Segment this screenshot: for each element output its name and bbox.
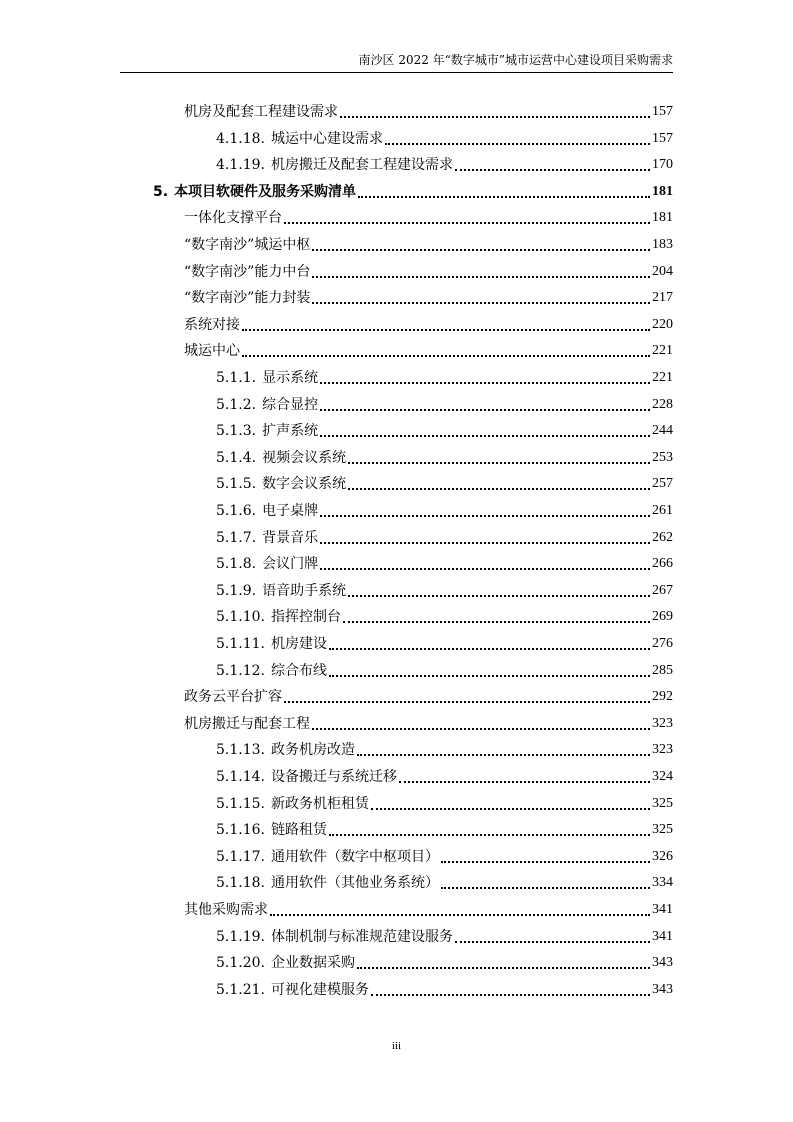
- header-rule: [120, 72, 673, 73]
- toc-leader-dots: [441, 887, 650, 889]
- toc-entry-title: “数字南沙”能力中台: [184, 263, 311, 280]
- toc-leader-dots: [357, 967, 650, 969]
- toc-entry-page: 157: [652, 104, 673, 119]
- toc-entry-title: 城运中心建设需求: [270, 130, 383, 147]
- toc-entry-page: 170: [652, 157, 673, 173]
- toc-entry[interactable]: [216, 978, 673, 1000]
- toc-entry[interactable]: [216, 871, 673, 893]
- toc-entry-title: 系统对接: [184, 316, 240, 333]
- toc-leader-dots: [348, 488, 650, 490]
- toc-entry[interactable]: [216, 605, 673, 627]
- toc-entry[interactable]: [216, 552, 673, 574]
- toc-leader-dots: [320, 568, 650, 570]
- toc-leader-dots: [399, 781, 650, 783]
- toc-entry-number: 5.: [153, 183, 169, 200]
- page-header: 南沙区 2022 年“数字城市”城市运营中心建设项目采购需求: [358, 53, 673, 67]
- toc-entry[interactable]: [216, 845, 673, 867]
- toc-entry[interactable]: [184, 313, 673, 335]
- toc-leader-dots: [312, 276, 650, 278]
- toc-entry-number: 5.1.11.: [216, 636, 265, 652]
- toc-entry-page: 323: [652, 715, 673, 731]
- toc-entry[interactable]: [216, 632, 673, 654]
- toc-entry-title: 视频会议系统: [262, 449, 347, 466]
- toc-entry-title: 企业数据采购: [270, 955, 355, 972]
- toc-entry[interactable]: [216, 818, 673, 840]
- toc-entry-title: 语音助手系统: [262, 582, 347, 599]
- toc-leader-dots: [348, 462, 650, 464]
- toc-entry-title: “数字南沙”城运中枢: [184, 237, 311, 253]
- toc-entry-page: 266: [652, 556, 673, 572]
- toc-entry-title: 机房搬迁与配套工程: [184, 715, 310, 732]
- toc-entry-page: 181: [652, 183, 673, 199]
- toc-entry-title: 其他采购需求: [184, 902, 268, 918]
- toc-entry-page: 276: [652, 636, 673, 651]
- toc-entry[interactable]: [184, 339, 673, 361]
- toc-leader-dots: [371, 808, 650, 810]
- toc-entry-page: 343: [652, 955, 673, 971]
- toc-entry-number: 5.1.12.: [216, 662, 265, 679]
- toc-entry-title: 机房搬迁及配套工程建设需求: [270, 157, 453, 174]
- toc-entry-number: 5.1.4.: [216, 449, 257, 466]
- toc-entry-title: 新政务机柜租赁: [270, 795, 369, 812]
- toc-entry[interactable]: [216, 659, 673, 681]
- toc-entry[interactable]: [184, 206, 673, 228]
- toc-entry-title: 通用软件（数字中枢项目）: [270, 848, 439, 865]
- toc-leader-dots: [284, 701, 650, 703]
- toc-leader-dots: [340, 116, 650, 118]
- toc-entry-title: 链路租赁: [270, 822, 327, 839]
- toc-leader-dots: [320, 435, 650, 437]
- toc-entry-number: 5.1.2.: [216, 396, 257, 413]
- toc-entry[interactable]: [216, 951, 673, 973]
- toc-entry-number: 5.1.9.: [216, 582, 257, 599]
- toc-entry[interactable]: [184, 233, 673, 255]
- toc-entry-title: 背景音乐: [262, 529, 319, 546]
- toc-entry-number: 5.1.3.: [216, 423, 257, 440]
- toc-entry-page: 343: [652, 981, 673, 997]
- toc-entry-page: 285: [652, 662, 673, 678]
- toc-leader-dots: [312, 249, 650, 251]
- toc-entry-number: 5.1.13.: [216, 742, 265, 759]
- toc-entry-page: 341: [652, 928, 673, 944]
- toc-entry-title: 会议门牌: [262, 556, 319, 573]
- toc-entry-title: 可视化建模服务: [270, 981, 369, 998]
- toc-entry-page: 228: [652, 396, 673, 412]
- toc-entry-number: 5.1.5.: [216, 476, 257, 493]
- toc-leader-dots: [312, 302, 650, 304]
- toc-entry-number: 5.1.8.: [216, 556, 257, 573]
- toc-entry-page: 183: [652, 237, 673, 252]
- toc-leader-dots: [284, 222, 650, 224]
- toc-entry-number: 5.1.7.: [216, 529, 257, 546]
- toc-leader-dots: [441, 861, 650, 863]
- toc-entry-number: 5.1.17.: [216, 848, 265, 865]
- toc-leader-dots: [455, 941, 650, 943]
- toc-leader-dots: [242, 355, 650, 357]
- toc-leader-dots: [385, 143, 650, 145]
- toc-entry[interactable]: [184, 712, 673, 734]
- toc-entry[interactable]: [216, 153, 673, 175]
- toc-entry-title: 城运中心: [184, 343, 240, 360]
- toc-entry-title: 显示系统: [262, 370, 319, 386]
- toc-entry[interactable]: [216, 393, 673, 415]
- toc-leader-dots: [371, 994, 650, 996]
- toc-entry-number: 5.1.21.: [216, 981, 265, 998]
- toc-entry-number: 5.1.16.: [216, 822, 265, 839]
- toc-entry-page: 325: [652, 795, 673, 811]
- toc-entry[interactable]: [216, 499, 673, 521]
- toc-entry[interactable]: [184, 286, 673, 308]
- toc-leader-dots: [320, 382, 650, 384]
- toc-entry-title: 本项目软硬件及服务采购清单: [174, 183, 357, 200]
- toc-entry[interactable]: [216, 127, 673, 149]
- toc-entry[interactable]: [216, 419, 673, 441]
- toc-entry-number: 5.1.20.: [216, 955, 265, 972]
- toc-entry-title: 指挥控制台: [270, 609, 341, 626]
- toc-entry-page: 204: [652, 263, 673, 279]
- toc-entry-number: 5.1.14.: [216, 769, 265, 785]
- toc-leader-dots: [312, 728, 650, 730]
- toc-entry-page: 325: [652, 822, 673, 838]
- toc-entry[interactable]: [216, 765, 673, 787]
- toc-entry[interactable]: [184, 260, 673, 282]
- toc-entry-page: 267: [652, 582, 673, 598]
- toc-entry[interactable]: [216, 472, 673, 494]
- toc-leader-dots: [329, 675, 650, 677]
- toc-entry-page: 181: [652, 210, 673, 226]
- toc-leader-dots: [357, 754, 650, 756]
- toc-entry-title: 扩声系统: [262, 423, 319, 440]
- toc-entry-page: 326: [652, 848, 673, 864]
- toc-leader-dots: [455, 169, 650, 171]
- toc-entry-page: 157: [652, 130, 673, 146]
- toc-entry-title: “数字南沙”能力封装: [184, 290, 311, 307]
- toc-entry-number: 5.1.15.: [216, 795, 265, 812]
- toc-entry[interactable]: [216, 925, 673, 947]
- toc-entry[interactable]: [216, 738, 673, 760]
- toc-entry[interactable]: [184, 100, 673, 122]
- toc-entry[interactable]: [216, 446, 673, 468]
- toc-entry[interactable]: [153, 180, 673, 202]
- toc-entry-page: 323: [652, 742, 673, 758]
- toc-entry-title: 机房及配套工程建设需求: [184, 104, 338, 120]
- toc-entry-page: 261: [652, 503, 673, 518]
- toc-entry-title: 电子桌牌: [262, 503, 319, 519]
- toc-entry[interactable]: [216, 792, 673, 814]
- toc-entry-number: 4.1.18.: [216, 130, 265, 147]
- toc-entry[interactable]: [216, 526, 673, 548]
- toc-entry-page: 269: [652, 609, 673, 625]
- toc-entry-title: 政务云平台扩容: [184, 689, 282, 706]
- toc-entry[interactable]: [216, 579, 673, 601]
- toc-entry-number: 5.1.1.: [216, 370, 257, 386]
- toc-entry-title: 体制机制与标准规范建设服务: [270, 928, 453, 945]
- toc-entry-page: 292: [652, 689, 673, 705]
- toc-entry-page: 324: [652, 769, 673, 784]
- toc-entry-number: 5.1.10.: [216, 609, 265, 626]
- toc-leader-dots: [358, 196, 650, 198]
- toc-entry[interactable]: [184, 685, 673, 707]
- toc-leader-dots: [242, 329, 650, 331]
- toc-entry-page: 217: [652, 290, 673, 306]
- toc-entry-number: 5.1.6.: [216, 503, 257, 519]
- toc-leader-dots: [320, 409, 650, 411]
- toc-leader-dots: [348, 595, 650, 597]
- toc-entry-number: 5.1.18.: [216, 875, 265, 892]
- toc-entry-page: 253: [652, 449, 673, 465]
- toc-leader-dots: [320, 542, 650, 544]
- toc-entry-page: 262: [652, 529, 673, 545]
- page-number: iii: [391, 1040, 402, 1052]
- toc-leader-dots: [329, 648, 650, 650]
- toc-entry[interactable]: [184, 898, 673, 920]
- toc-entry-number: 5.1.19.: [216, 928, 265, 945]
- toc-leader-dots: [270, 914, 650, 916]
- toc-entry-title: 数字会议系统: [262, 476, 347, 493]
- toc-entry-page: 220: [652, 316, 673, 332]
- toc-entry-page: 244: [652, 423, 673, 439]
- toc-entry-number: 4.1.19.: [216, 157, 265, 174]
- toc-entry-title: 政务机房改造: [270, 742, 355, 759]
- toc-entry-title: 设备搬迁与系统迁移: [270, 769, 397, 785]
- toc-entry-page: 221: [652, 370, 673, 385]
- toc-leader-dots: [343, 621, 650, 623]
- toc-entry[interactable]: [216, 366, 673, 388]
- toc-leader-dots: [329, 834, 650, 836]
- toc-entry-title: 通用软件（其他业务系统）: [270, 875, 439, 892]
- toc-entry-page: 221: [652, 343, 673, 359]
- toc-entry-title: 综合布线: [270, 662, 327, 679]
- toc-leader-dots: [320, 515, 650, 517]
- toc-entry-title: 一体化支撑平台: [184, 210, 282, 227]
- toc-entry-page: 257: [652, 476, 673, 492]
- toc-entry-page: 334: [652, 875, 673, 891]
- toc-entry-title: 机房建设: [270, 636, 327, 652]
- toc-entry-page: 341: [652, 902, 673, 917]
- toc-entry-title: 综合显控: [262, 396, 319, 413]
